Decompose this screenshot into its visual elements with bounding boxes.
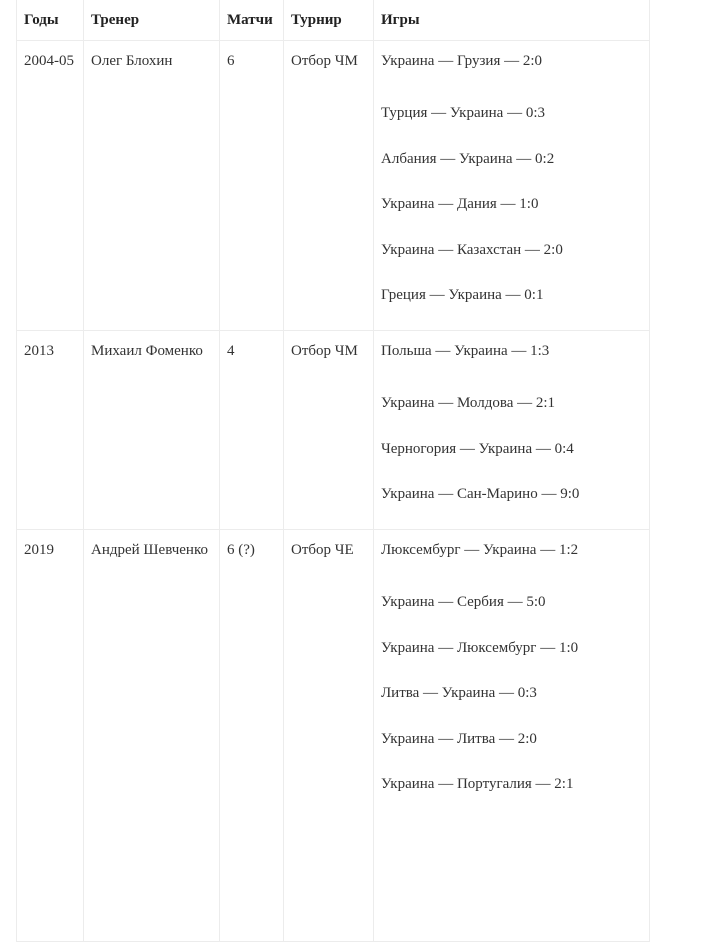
game-result: Украина — Португалия — 2:1 [381, 776, 574, 792]
cell-matches: 4 [220, 330, 284, 529]
cell-years: 2013 [17, 330, 84, 529]
cell-games [374, 330, 650, 529]
table-header-row [17, 0, 650, 40]
results-table [16, 0, 650, 942]
header-games: Игры [374, 0, 650, 40]
cell-coach: Михаил Фоменко [84, 330, 220, 529]
game-result: Украина — Сербия — 5:0 [381, 594, 546, 610]
cell-years: 2004-05 [17, 40, 84, 330]
cell-tournament: Отбор ЧМ [284, 40, 374, 330]
cell-matches: 6 (?) [220, 529, 284, 941]
game-result: Украина — Люксембург — 1:0 [381, 639, 579, 656]
cell-tournament: Отбор ЧМ [284, 330, 374, 529]
header-coach: Тренер [84, 0, 220, 40]
table-row [17, 330, 650, 529]
game-result: Греция — Украина — 0:1 [381, 287, 544, 303]
game-result: Украина — Сан-Марино — 9:0 [381, 486, 580, 502]
cell-coach: Олег Блохин [84, 40, 220, 330]
game-result: Польша — Украина — 1:3 [381, 342, 550, 359]
game-result: Литва — Украина — 0:3 [381, 685, 537, 701]
cell-games [374, 40, 650, 330]
table-row [17, 529, 650, 941]
cell-years: 2019 [17, 529, 84, 941]
header-years: Годы [17, 0, 84, 40]
game-result: Украина — Грузия — 2:0 [381, 52, 543, 69]
header-matches: Матчи [220, 0, 284, 40]
table-row [17, 40, 650, 330]
game-result: Украина — Казахстан — 2:0 [381, 241, 563, 258]
game-result: Украина — Молдова — 2:1 [381, 395, 556, 411]
game-result: Украина — Дания — 1:0 [381, 196, 539, 212]
cell-tournament: Отбор ЧЕ [284, 529, 374, 941]
game-result: Черногория — Украина — 0:4 [381, 440, 574, 457]
header-tournament: Турнир [284, 0, 374, 40]
cell-games [374, 529, 650, 941]
game-result: Турция — Украина — 0:3 [381, 105, 545, 121]
cell-matches: 6 [220, 40, 284, 330]
game-result: Люксембург — Украина — 1:2 [381, 541, 579, 558]
cell-coach: Андрей Шевченко [84, 529, 220, 941]
game-result: Украина — Литва — 2:0 [381, 730, 537, 747]
game-result: Албания — Украина — 0:2 [381, 150, 555, 167]
